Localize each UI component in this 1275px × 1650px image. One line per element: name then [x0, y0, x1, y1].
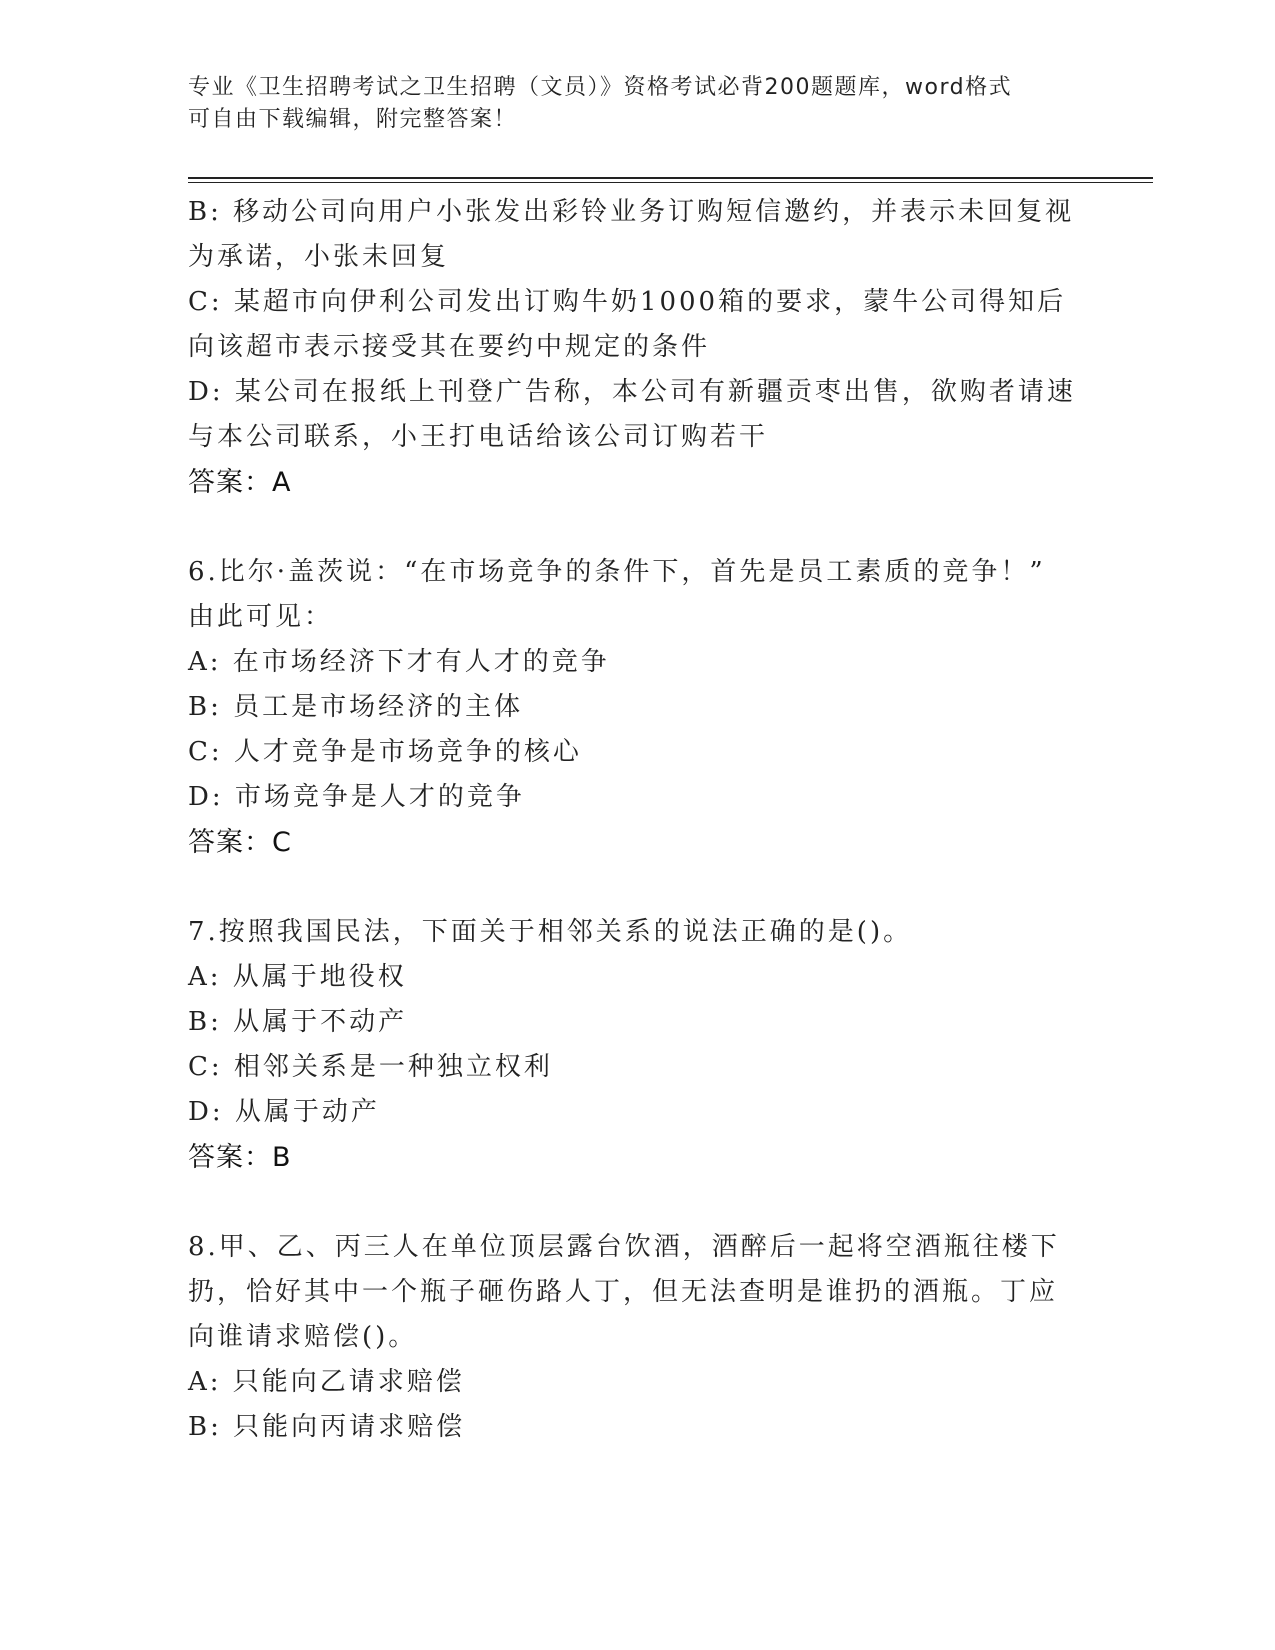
- option-c-line-1: C: 某超市向伊利公司发出订购牛奶1000箱的要求，蒙牛公司得知后: [188, 287, 1067, 317]
- question-7: [188, 910, 1088, 1181]
- option-a: A: 在市场经济下才有人才的竞争: [188, 647, 610, 677]
- header-title-line-1: 专业《卫生招聘考试之卫生招聘（文员）》资格考试必背200题题库，word格式: [188, 75, 1013, 100]
- header-rule-thin: [188, 182, 1153, 183]
- question-stem-line-2: 扔，恰好其中一个瓶子砸伤路人丁，但无法查明是谁扔的酒瓶。丁应: [188, 1277, 1059, 1307]
- question-spacer: [188, 866, 1088, 910]
- question-content: [188, 190, 1088, 1450]
- option-c-line-2: 向该超市表示接受其在要约中规定的条件: [188, 332, 711, 362]
- question-stem-line-3: 向谁请求赔偿()。: [188, 1322, 418, 1352]
- question-stem: 7.按照我国民法，下面关于相邻关系的说法正确的是()。: [188, 917, 913, 947]
- option-b: B: 员工是市场经济的主体: [188, 692, 524, 722]
- option-c: C: 人才竞争是市场竞争的核心: [188, 737, 582, 767]
- option-c: C: 相邻关系是一种独立权利: [188, 1052, 553, 1082]
- option-d-line-2: 与本公司联系，小王打电话给该公司订购若干: [188, 422, 769, 452]
- question-spacer: [188, 506, 1088, 550]
- question-stem-line-1: 8.甲、乙、丙三人在单位顶层露台饮酒，酒醉后一起将空酒瓶往楼下: [188, 1232, 1060, 1262]
- header-rule-thick: [188, 177, 1153, 179]
- option-d: D: 市场竞争是人才的竞争: [188, 782, 525, 812]
- option-a: A: 从属于地役权: [188, 962, 407, 992]
- option-b: B: 只能向丙请求赔偿: [188, 1412, 466, 1442]
- question-stem-line-1: 6.比尔·盖茨说：“在市场竞争的条件下，首先是员工素质的竞争！”: [188, 557, 1046, 587]
- option-d-line-1: D: 某公司在报纸上刊登广告称，本公司有新疆贡枣出售，欲购者请速: [188, 377, 1076, 407]
- option-a: A: 只能向乙请求赔偿: [188, 1367, 465, 1397]
- header-title-line-2: 可自由下载编辑，附完整答案！: [188, 107, 518, 132]
- question-8: [188, 1225, 1088, 1450]
- option-b-line-1: B: 移动公司向用户小张发出彩铃业务订购短信邀约，并表示未回复视: [188, 197, 1075, 227]
- option-d: D: 从属于动产: [188, 1097, 380, 1127]
- answer-line: 答案：A: [188, 467, 292, 498]
- option-b-line-2: 为承诺，小张未回复: [188, 242, 450, 272]
- question-spacer: [188, 1181, 1088, 1225]
- option-b: B: 从属于不动产: [188, 1007, 408, 1037]
- answer-line: 答案：B: [188, 1142, 292, 1173]
- question-5-continuation: [188, 190, 1088, 506]
- document-header: [188, 72, 1068, 136]
- answer-line: 答案：C: [188, 827, 292, 858]
- question-stem-line-2: 由此可见：: [188, 602, 334, 632]
- question-6: [188, 550, 1088, 866]
